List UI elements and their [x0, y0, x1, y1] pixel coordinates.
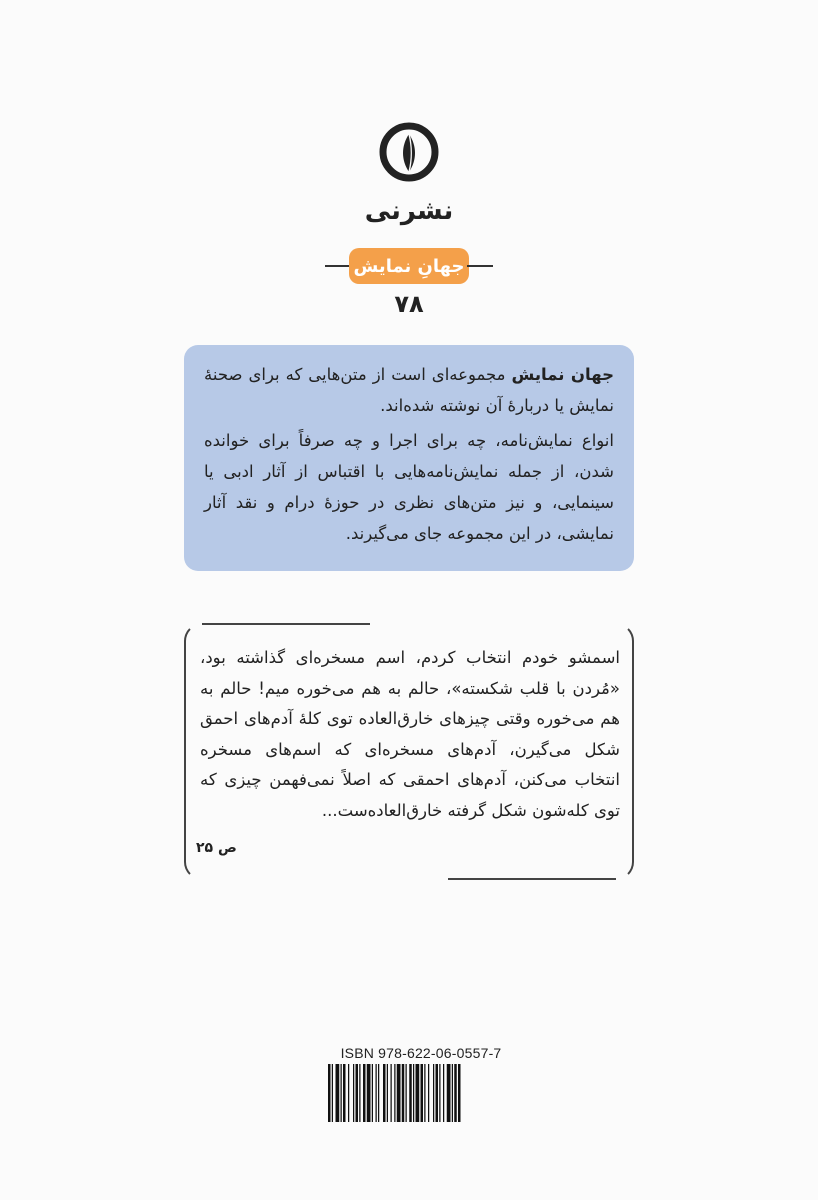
- series-title-badge: جهانِ نمایش: [349, 248, 469, 284]
- isbn-label: ISBN 978-622-06-0557-7: [340, 1045, 502, 1061]
- description-paragraph-2: انواع نمایش‌نامه، چه برای اجرا و چه صرفاً برای خوانده شدن، از جمله نمایش‌نامه‌هایی با اقتباس از آثار ادبی یا سینمایی، و نیز متن‌های نظری در حوزهٔ درام و نقد آثار نمایشی، در این مجموعه جای می‌گیرند.: [204, 431, 614, 543]
- quote-page-reference: ص ۲۵: [196, 840, 237, 856]
- publisher-name: نشرنی: [364, 196, 454, 226]
- quote-text: اسمشو خودم انتخاب کردم، اسم مسخره‌ای گذاشته بود، «مُردن با قلب شکسته»، حالم به هم می‌خوره میم! حالم به هم می‌خوره وقتی چیزهای خارق‌العاده توی کلهٔ آدم‌های احمق شکل می‌گیرن، آدم‌های مسخره‌ای که اسم‌های مسخره انتخاب می‌کنن، آدم‌های احمقی که اصلاً نمی‌فهمن چیزی که توی کله‌شون شکل گرفته خارق‌العاده‌ست...: [200, 648, 620, 820]
- description-paragraph-1-text: مجموعه‌ای است از متن‌هایی که برای صحنهٔ نمایش یا دربارهٔ آن نوشته شده‌اند.: [204, 365, 614, 415]
- series-description-box: [184, 345, 634, 571]
- series-divider-right: [467, 265, 493, 267]
- description-paragraph-1: [204, 359, 614, 421]
- barcode-icon: [326, 1064, 516, 1122]
- description-lead: جهان نمایش: [511, 365, 614, 384]
- series-number: ۷۸: [394, 290, 424, 318]
- series-header: [0, 248, 818, 284]
- series-divider-left: [325, 265, 351, 267]
- nashr-ney-logo-icon: [377, 120, 441, 196]
